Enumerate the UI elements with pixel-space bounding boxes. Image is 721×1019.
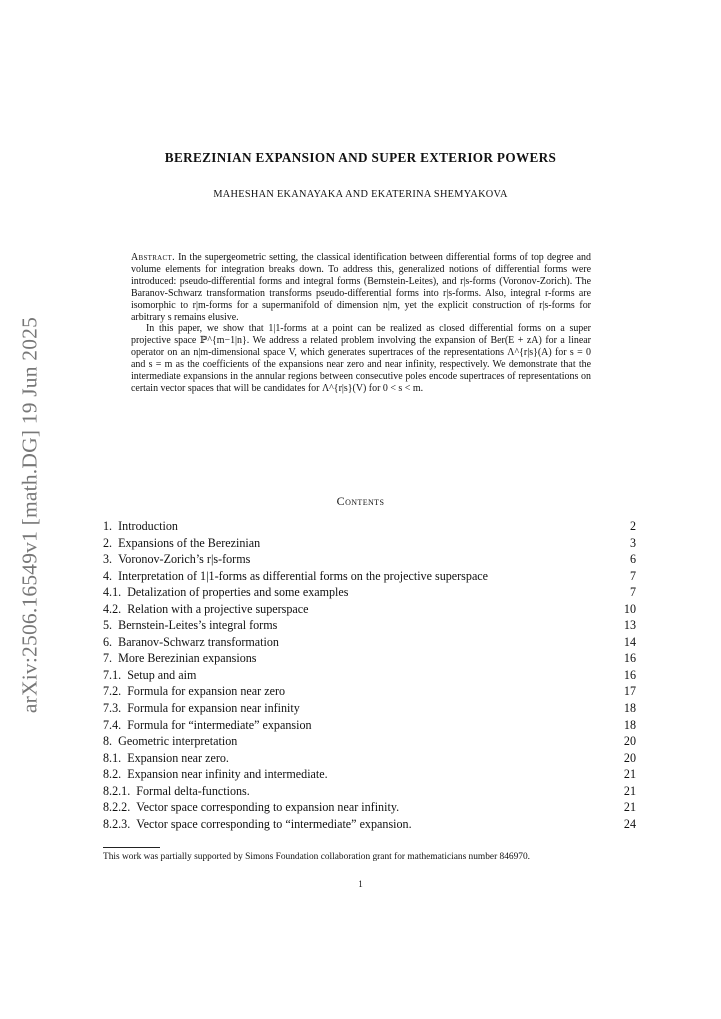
toc-entry-page: 18	[623, 717, 636, 732]
toc-entry-number: 8.1.	[103, 750, 122, 765]
toc-entry[interactable]	[103, 551, 636, 568]
toc-entry-label: Formula for “intermediate” expansion	[127, 717, 312, 732]
toc-entry[interactable]	[103, 799, 636, 816]
footnote	[86, 851, 635, 865]
toc-entry-page: 16	[623, 651, 636, 666]
paper-authors: MAHESHAN EKANAYAKA AND EKATERINA SHEMYAKOVA	[213, 189, 508, 200]
toc-entry-title	[103, 535, 260, 552]
toc-entry-title	[103, 568, 488, 585]
toc-entry-label: Bernstein-Leites’s integral forms	[118, 618, 278, 633]
toc-entry[interactable]	[103, 683, 636, 700]
toc-entry-page: 3	[629, 535, 636, 550]
toc-entry-label: Formula for expansion near infinity	[127, 701, 300, 716]
toc-entry-number: 8.	[103, 734, 113, 749]
abstract-paragraph-1	[131, 252, 591, 323]
toc-entry-title	[103, 799, 399, 816]
toc-entry-number: 4.1.	[103, 585, 122, 600]
toc-entry-label: Relation with a projective superspace	[127, 601, 309, 616]
toc-entry-title	[103, 601, 309, 618]
abstract-text-1: In the supergeometric setting, the classical identification between differential forms of top degree and volume elements for integration breaks down. To address this, generalized notions of differential forms were introduced: pseudo-differential forms and integral forms (Bernstein-Leites), and r|s-forms (Voronov-Zorich). The Baranov-Schwarz transformation transforms pseudo-differential forms into r|s-forms. Also, integral r-forms are isomorphic to r|m-forms for a supermanifold of dimension n|m, yet the explicit construction of r|s-forms for arbitrary s remains elusive.	[131, 252, 591, 323]
toc-entry-label: Formula for expansion near zero	[127, 684, 286, 699]
toc-entry-label: Expansions of the Berezinian	[118, 535, 261, 550]
toc-entry-title	[103, 783, 250, 800]
arxiv-id-label: arXiv:2506.16549v1 [math.DG] 19 Jun 2025	[17, 316, 42, 714]
toc-entry-label: Expansion near zero.	[127, 750, 229, 765]
toc-entry-label: Voronov-Zorich’s r|s-forms	[118, 552, 251, 567]
table-of-contents	[103, 518, 636, 832]
toc-entry-title	[103, 700, 300, 717]
toc-entry-title	[103, 667, 196, 684]
toc-entry-page: 14	[623, 634, 636, 649]
toc-entry-number: 3.	[103, 552, 113, 567]
toc-entry[interactable]	[103, 584, 636, 601]
toc-entry-number: 7.	[103, 651, 113, 666]
toc-entry-label: Detalization of properties and some examples	[127, 585, 349, 600]
toc-entry[interactable]	[103, 650, 636, 667]
toc-entry-page: 7	[629, 585, 636, 600]
contents-heading: Contents	[336, 494, 385, 508]
toc-entry-page: 21	[623, 767, 636, 782]
toc-entry-number: 8.2.	[103, 767, 122, 782]
toc-entry-label: More Berezinian expansions	[118, 651, 257, 666]
toc-entry-title	[103, 733, 237, 750]
toc-entry-page: 17	[623, 684, 636, 699]
arxiv-sidebar-stamp	[10, 290, 50, 740]
toc-entry-number: 8.2.3.	[103, 816, 131, 831]
toc-entry-label: Formal delta-functions.	[136, 783, 250, 798]
footnote-rule	[103, 847, 160, 848]
toc-entry-number: 7.3.	[103, 701, 122, 716]
toc-entry[interactable]	[103, 568, 636, 585]
toc-entry[interactable]	[103, 700, 636, 717]
toc-entry[interactable]	[103, 667, 636, 684]
toc-entry-page: 6	[629, 552, 636, 567]
toc-entry-title	[103, 617, 277, 634]
toc-entry-page: 20	[623, 750, 636, 765]
toc-entry-title	[103, 683, 285, 700]
toc-entry-title	[103, 551, 250, 568]
page-number: 1	[358, 879, 363, 889]
toc-entry[interactable]	[103, 766, 636, 783]
toc-entry[interactable]	[103, 733, 636, 750]
toc-entry-number: 1.	[103, 519, 113, 533]
toc-entry-label: Setup and aim	[127, 667, 197, 682]
toc-entry-title	[103, 650, 257, 667]
toc-entry[interactable]	[103, 634, 636, 651]
toc-entry-page: 24	[623, 816, 636, 831]
toc-entry[interactable]	[103, 816, 636, 833]
toc-entry-number: 5.	[103, 618, 113, 633]
toc-entry-number: 7.4.	[103, 717, 122, 732]
toc-entry-page: 16	[623, 667, 636, 682]
toc-entry-page: 21	[623, 783, 636, 798]
abstract	[131, 252, 591, 395]
paper-title: BEREZINIAN EXPANSION AND SUPER EXTERIOR POWERS	[164, 150, 557, 165]
toc-entry-title	[103, 518, 178, 535]
toc-entry-label: Vector space corresponding to expansion near infinity.	[136, 800, 400, 815]
toc-entry-number: 6.	[103, 634, 113, 649]
abstract-label: Abstract.	[131, 252, 175, 263]
toc-entry-page: 7	[629, 568, 636, 583]
toc-entry[interactable]	[103, 717, 636, 734]
toc-entry-title	[103, 766, 328, 783]
toc-entry-label: Introduction	[118, 519, 178, 533]
toc-entry-page: 20	[623, 734, 636, 749]
toc-entry-number: 8.2.2.	[103, 800, 131, 815]
toc-entry-title	[103, 717, 312, 734]
toc-entry[interactable]	[103, 783, 636, 800]
toc-entry-page: 21	[623, 800, 636, 815]
toc-entry-page: 13	[623, 618, 636, 633]
toc-entry[interactable]	[103, 750, 636, 767]
toc-entry-title	[103, 634, 279, 651]
toc-entry-label: Geometric interpretation	[118, 734, 238, 749]
toc-entry-title	[103, 584, 349, 601]
toc-entry[interactable]	[103, 518, 636, 535]
toc-entry-page: 18	[623, 701, 636, 716]
toc-entry-title	[103, 750, 229, 767]
toc-entry-number: 7.2.	[103, 684, 122, 699]
toc-entry-label: Expansion near infinity and intermediate.	[127, 767, 328, 782]
toc-entry-page: 2	[629, 519, 636, 533]
toc-entry[interactable]	[103, 535, 636, 552]
toc-entry[interactable]	[103, 617, 636, 634]
toc-entry-label: Vector space corresponding to “intermediate” expansion.	[136, 816, 412, 831]
toc-entry-number: 2.	[103, 535, 113, 550]
toc-entry-label: Interpretation of 1|1-forms as differential forms on the projective superspace	[118, 568, 489, 583]
toc-entry-label: Baranov-Schwarz transformation	[118, 634, 279, 649]
toc-entry-number: 4.	[103, 568, 113, 583]
abstract-paragraph-2: In this paper, we show that 1|1-forms at a point can be realized as closed differential forms on a super projective space ℙ^{m−1|n}. We address a related problem involving the expansion of Ber(E + zA) for a linear operator on an n|m-dimensional space V, which generates supertraces of the representations Λ^{r|s}(A) for s = 0 and s = m as the coefficients of the expansions near zero and near infinity, respectively. We demonstrate that the intermediate expansions in the annular regions between consecutive poles encode supertraces of representations on certain vector spaces that will be candidates for Λ^{r|s}(V) for 0 < s < m.	[131, 323, 591, 394]
toc-entry-number: 4.2.	[103, 601, 122, 616]
footnote-text: This work was partially supported by Simons Foundation collaboration grant for mathematicians number 846970.	[103, 852, 531, 862]
toc-entry-number: 7.1.	[103, 667, 122, 682]
toc-entry-number: 8.2.1.	[103, 783, 131, 798]
toc-entry-title	[103, 816, 412, 833]
toc-entry[interactable]	[103, 601, 636, 618]
toc-entry-page: 10	[623, 601, 636, 616]
